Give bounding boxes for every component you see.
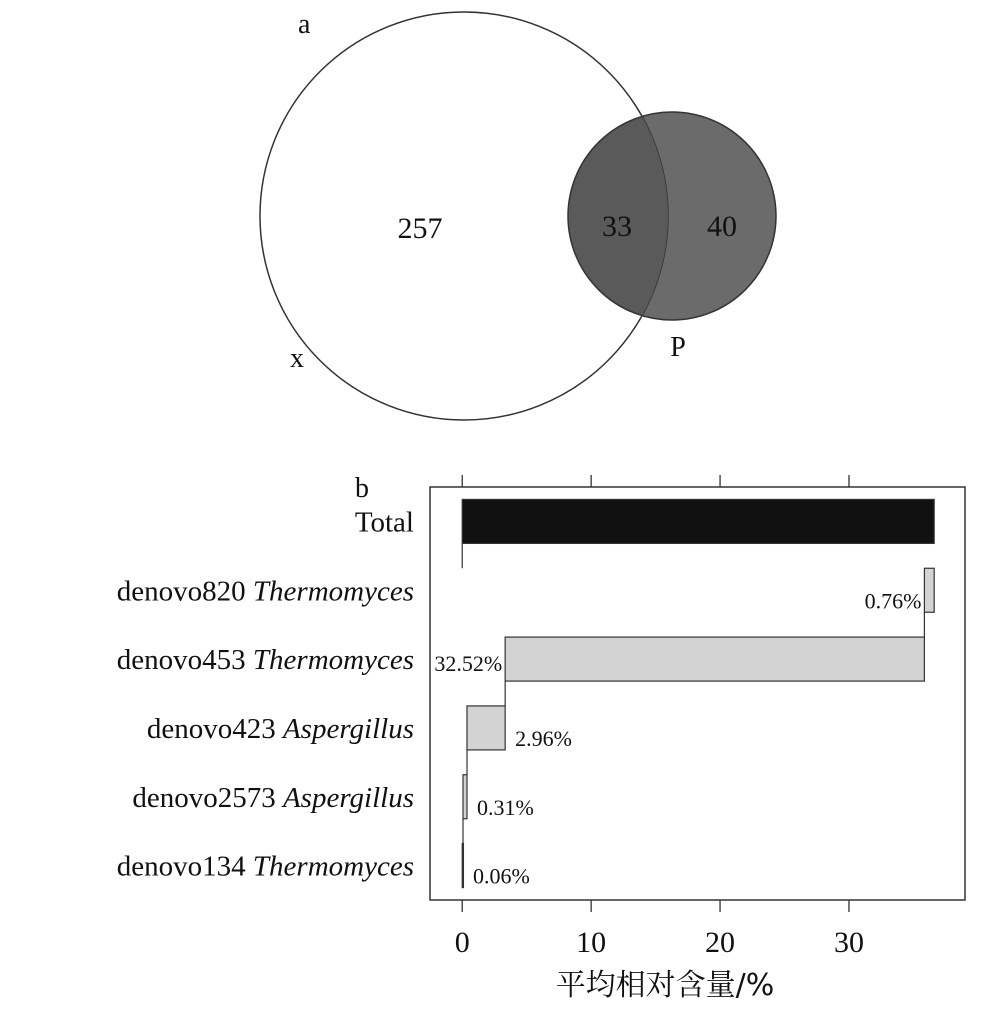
x-tick-label: 30 xyxy=(833,926,864,959)
x-tick-label: 20 xyxy=(705,926,736,959)
bar-panel xyxy=(117,473,965,1003)
panel-label-a: a xyxy=(298,9,311,40)
venn-x-only-count: 257 xyxy=(397,212,443,245)
value-label: 0.76% xyxy=(864,588,922,614)
venn-x-label: x xyxy=(290,343,304,374)
total-bar xyxy=(462,499,934,543)
venn-p-label: P xyxy=(670,332,686,363)
category-labels xyxy=(117,506,414,882)
value-label: 32.52% xyxy=(434,651,503,677)
bars xyxy=(462,499,934,887)
taxon-bar xyxy=(463,775,467,819)
category-label: denovo423 Aspergillus xyxy=(146,712,414,745)
category-label: denovo134 Thermomyces xyxy=(116,850,414,883)
x-tick-label: 10 xyxy=(576,926,607,959)
venn-p-only-count: 40 xyxy=(707,210,737,243)
venn-intersection-count: 33 xyxy=(602,210,632,243)
taxon-bar xyxy=(467,706,505,750)
taxon-bar xyxy=(924,568,934,612)
venn-panel xyxy=(260,9,776,420)
category-label: denovo453 Thermomyces xyxy=(116,644,414,677)
taxon-bar xyxy=(505,637,924,681)
panel-label-b: b xyxy=(355,473,369,504)
x-tick-label: 0 xyxy=(454,926,470,959)
category-label: Total xyxy=(354,506,414,539)
category-label: denovo2573 Aspergillus xyxy=(132,781,414,814)
value-label: 0.06% xyxy=(473,863,530,889)
value-label: 0.31% xyxy=(476,794,534,820)
category-label: denovo820 Thermomyces xyxy=(116,575,414,608)
value-label: 2.96% xyxy=(515,725,572,751)
taxon-bar xyxy=(462,844,463,888)
plot-frame xyxy=(430,487,965,900)
value-labels xyxy=(434,588,921,888)
x-axis-title: 平均相对含量/% xyxy=(555,968,775,1003)
